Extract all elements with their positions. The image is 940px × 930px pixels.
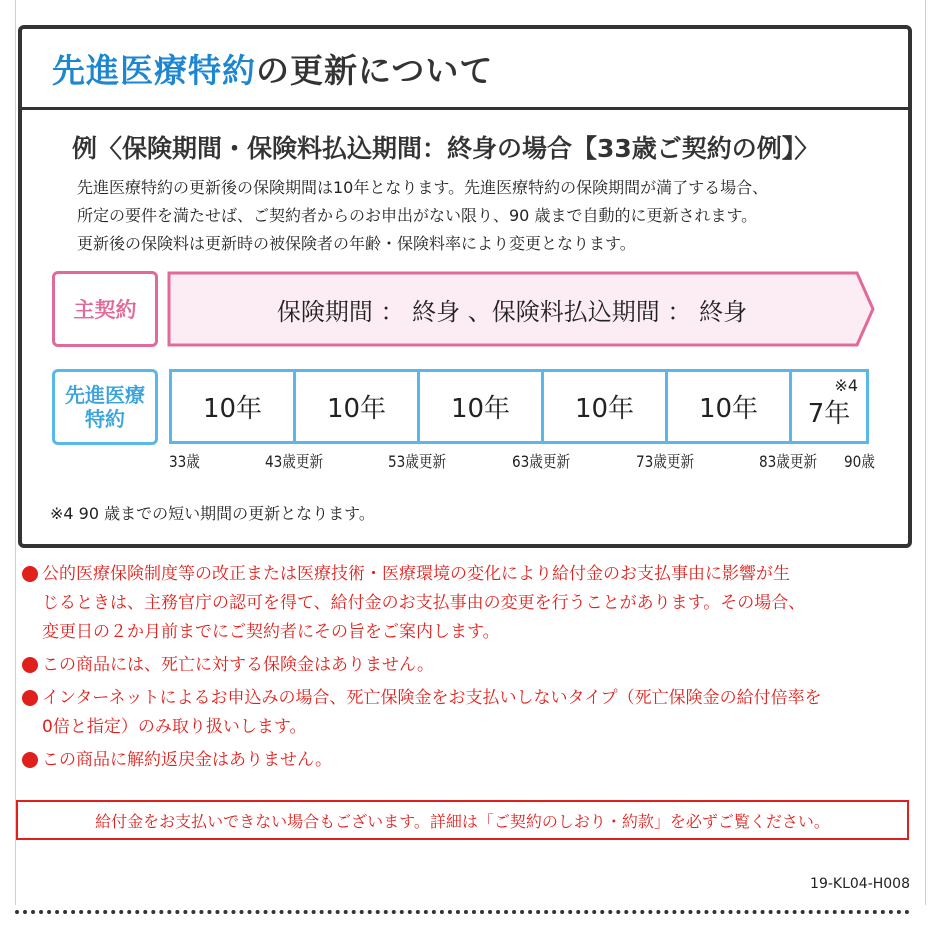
rider-term-segment: 10年	[172, 372, 296, 441]
note-line: 0倍と指定）のみ取り扱いします。	[42, 717, 307, 737]
bullet-icon	[22, 657, 38, 673]
renewal-section	[18, 25, 912, 548]
rider-label-line2: 特約	[85, 407, 125, 431]
rider-term-bar	[169, 369, 869, 444]
rider-term-last-value: 7年	[807, 399, 851, 429]
note-item	[22, 560, 912, 647]
note-line: インターネットによるお申込みの場合、死亡保険金をお支払いしないタイプ（死亡保険金の給付倍率を	[42, 688, 822, 708]
note-line: この商品に解約返戻金はありません。	[42, 750, 333, 770]
bullet-icon	[22, 566, 38, 582]
age-label: 83歳更新	[759, 452, 818, 471]
cut-line	[15, 910, 910, 914]
section-title	[52, 45, 493, 92]
example-description	[77, 174, 768, 258]
age-label: 73歳更新	[636, 452, 695, 471]
section-title-rest: の更新について	[256, 51, 494, 90]
note-line: じるときは、主務官庁の認可を得て、給付金のお支払事由の変更を行うことがあります。その場合、	[42, 593, 806, 613]
payment-notice: 給付金をお支払いできない場合もございます。詳細は「ご契約のしおり・約款」を必ずご覧ください。	[16, 800, 909, 840]
rider-term-segment-last	[792, 372, 866, 441]
rider-term-note: ※4	[834, 376, 858, 395]
age-label: 43歳更新	[265, 452, 324, 471]
page-border-left	[15, 0, 16, 905]
bullet-icon	[22, 752, 38, 768]
description-line: 先進医療特約の更新後の保険期間は10年となります。先進医療特約の保険期間が満了する場合、	[77, 178, 769, 197]
example-heading: 例〈保険期間・保険料払込期間：終身の場合【33歳ご契約の例】〉	[72, 134, 820, 163]
notes-list	[22, 560, 912, 779]
age-label: 63歳更新	[512, 452, 571, 471]
rider-term-segment: 10年	[544, 372, 668, 441]
rider-label	[52, 369, 158, 445]
rider-term-segment: 10年	[420, 372, 544, 441]
note-item	[22, 746, 912, 775]
bullet-icon	[22, 690, 38, 706]
footnote: ※4 90 歳までの短い期間の更新となります。	[50, 504, 375, 523]
rider-label-line1: 先進医療	[65, 383, 145, 407]
section-title-accent: 先進医療特約	[52, 51, 256, 90]
page-border-right	[925, 0, 926, 905]
note-line: 変更日の２か月前までにご契約者にその旨をご案内します。	[42, 622, 500, 642]
description-line: 所定の要件を満たせば、ご契約者からのお申出がない限り、90 歳まで自動的に更新されます。	[77, 206, 758, 225]
note-line: 公的医療保険制度等の改正または医療技術・医療環境の変化により給付金のお支払事由に影響が生	[42, 564, 790, 584]
main-contract-text: 保険期間 ： 終身 、保険料払込期間 ： 終身	[276, 297, 748, 326]
rider-term-segment: 10年	[296, 372, 420, 441]
age-label: 53歳更新	[388, 452, 447, 471]
section-header	[22, 29, 908, 110]
description-line: 更新後の保険料は更新時の被保険者の年齢・保険料率により変更となります。	[77, 234, 636, 253]
age-label: 90歳	[844, 452, 875, 471]
age-label: 33歳	[169, 452, 200, 471]
note-line: この商品には、死亡に対する保険金はありません。	[42, 655, 435, 675]
note-item	[22, 684, 912, 742]
main-contract-label: 主契約	[52, 271, 158, 347]
note-item	[22, 651, 912, 680]
rider-term-segment: 10年	[668, 372, 792, 441]
document-code: 19-KL04-H008	[810, 876, 910, 892]
